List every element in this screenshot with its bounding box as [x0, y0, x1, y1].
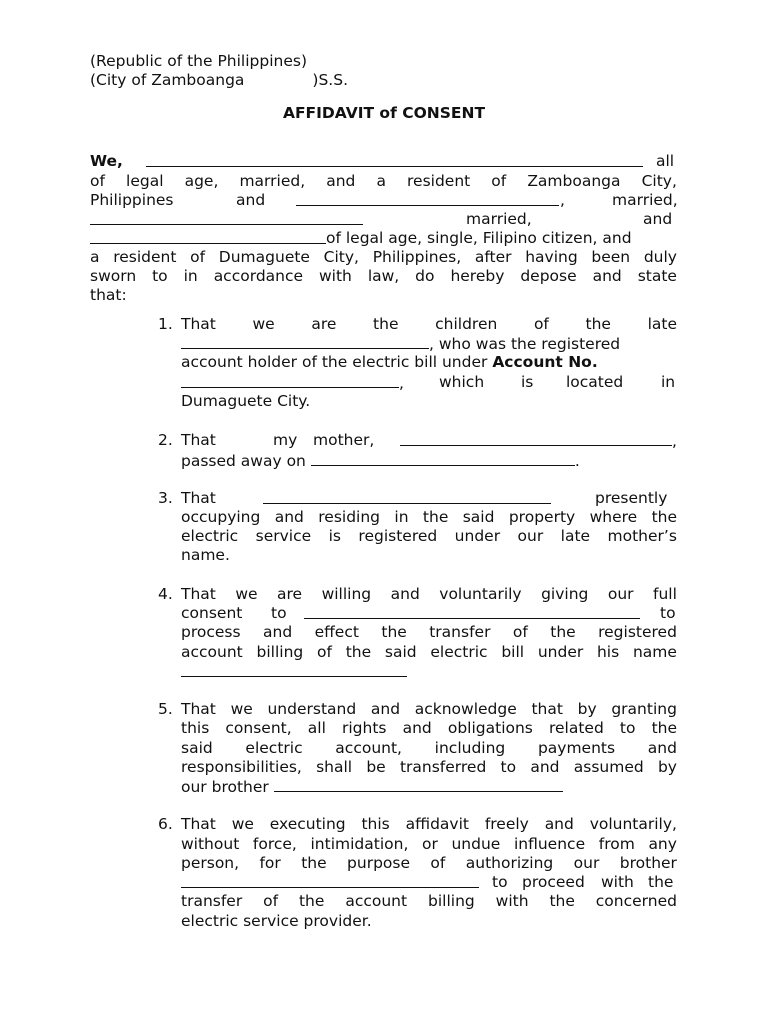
text-word: a: [376, 172, 386, 190]
blank-line[interactable]: [400, 431, 672, 446]
blank-affiant-1[interactable]: [146, 152, 643, 171]
text-word: after: [474, 248, 512, 266]
text-word: the: [381, 623, 407, 641]
text-word: a: [90, 248, 100, 266]
item-number-4: 4.: [158, 585, 173, 603]
text-word: payments: [537, 739, 616, 757]
text-word: hereby: [450, 267, 505, 285]
item-4-to-1: to: [271, 604, 287, 622]
intro-comma: ,: [560, 191, 565, 209]
text-word: of: [491, 172, 507, 190]
text-word: property: [508, 508, 576, 526]
text-word: That: [181, 315, 216, 333]
text-word: electric: [430, 643, 488, 661]
blank-mother-name[interactable]: [400, 431, 677, 450]
item-number-5: 5.: [158, 700, 173, 718]
text-word: registered: [598, 623, 677, 641]
text-word: ,: [399, 374, 404, 392]
blank-line[interactable]: [181, 873, 479, 888]
blank-line[interactable]: [296, 191, 559, 206]
text-word: we: [231, 815, 254, 833]
text-word: Account No.: [492, 353, 598, 371]
item-3-presently: presently: [595, 489, 668, 507]
item-6-line-3: [181, 854, 677, 873]
text-word: That: [181, 700, 216, 718]
text-word: the: [422, 508, 449, 526]
blank-affiant-3[interactable]: [90, 210, 363, 229]
text-word: process: [181, 623, 241, 641]
blank-line[interactable]: [181, 662, 407, 677]
item-1-line-5: Dumaguete City.: [181, 392, 311, 410]
text-word: age,: [184, 172, 219, 190]
text-word: affidavit: [405, 815, 469, 833]
text-word: said: [181, 739, 213, 757]
city-text: (City of Zamboanga: [90, 71, 245, 89]
text-word: Dumaguete: [218, 248, 310, 266]
text-word: resident: [113, 248, 177, 266]
republic-line: (Republic of the Philippines): [90, 52, 308, 70]
text-word: and: [402, 719, 432, 737]
text-word: by: [657, 758, 677, 776]
text-word: the: [585, 315, 611, 333]
item-6-proceed: proceed: [522, 873, 585, 891]
text-word: sworn: [90, 267, 137, 285]
item-6-to: to: [492, 873, 508, 891]
text-word: bill: [501, 643, 525, 661]
item-5-line-4: [181, 758, 677, 777]
text-word: to: [152, 267, 168, 285]
intro-all: all: [656, 152, 675, 170]
text-word: brother: [619, 854, 677, 872]
intro-married-2: married,: [466, 210, 532, 228]
item-2-mother: mother,: [313, 431, 375, 449]
text-word: freely: [484, 815, 529, 833]
text-word: Philippines,: [372, 248, 462, 266]
text-word: we: [235, 585, 258, 603]
item-5-line-1: [181, 700, 677, 719]
text-word: force,: [252, 835, 297, 853]
text-word: account: [345, 892, 408, 910]
text-word: having: [525, 248, 578, 266]
text-word: City,: [323, 248, 359, 266]
text-word: late: [560, 527, 591, 545]
item-1-which: which: [439, 373, 485, 391]
text-word: the: [651, 508, 677, 526]
text-word: electric: [245, 739, 303, 757]
text-word: our: [573, 854, 600, 872]
blank-line[interactable]: [90, 229, 326, 244]
intro-and-2: and: [643, 210, 673, 228]
blank-transferee[interactable]: [304, 604, 640, 623]
text-word: That: [181, 815, 216, 833]
text-word: account,: [335, 739, 402, 757]
blank-line[interactable]: [90, 210, 363, 225]
item-1-line-4a: [181, 373, 404, 392]
text-word: and: [544, 815, 574, 833]
text-word: and: [326, 172, 356, 190]
text-word: late: [647, 315, 677, 333]
item-5-line-5: [181, 777, 563, 796]
blank-new-holder[interactable]: [181, 662, 407, 681]
text-word: person,: [181, 854, 240, 872]
text-word: our: [517, 527, 544, 545]
item-number-3: 3.: [158, 489, 173, 507]
text-word: effect: [314, 623, 359, 641]
text-word: transfer: [429, 623, 491, 641]
text-word: legal: [126, 172, 164, 190]
text-word: and: [592, 267, 622, 285]
text-word: to: [619, 719, 636, 737]
text-word: consent,: [225, 719, 292, 737]
text-word: and: [274, 508, 304, 526]
text-word: with: [495, 892, 529, 910]
text-word: said: [462, 508, 495, 526]
text-word: passed away on: [181, 452, 311, 470]
blank-account-number[interactable]: [181, 373, 399, 388]
item-number-1: 1.: [158, 315, 173, 333]
item-3-line-4: name.: [181, 546, 230, 564]
text-word: under: [454, 527, 501, 545]
item-3-line-2: [181, 508, 677, 527]
text-word: mother’s: [607, 527, 677, 545]
text-word: full: [653, 585, 677, 603]
text-word: intimidation,: [310, 835, 409, 853]
item-1-in: in: [661, 373, 676, 391]
text-word: purpose: [347, 854, 410, 872]
blank-date-of-death[interactable]: [311, 451, 575, 466]
intro-we-bold: We,: [90, 152, 123, 170]
intro-line-5: of legal age, single, Filipino citizen, and: [326, 229, 632, 247]
text-word: his: [596, 643, 620, 661]
text-word: voluntarily: [439, 585, 522, 603]
blank-occupant[interactable]: [263, 489, 551, 508]
text-word: of: [190, 248, 206, 266]
text-word: including: [434, 739, 506, 757]
text-word: accordance: [213, 267, 304, 285]
text-word: occupying: [181, 508, 261, 526]
text-word: married,: [239, 172, 306, 190]
text-word: we: [252, 315, 275, 333]
text-word: authorizing: [465, 854, 554, 872]
text-word: the: [298, 892, 325, 910]
city-line: [90, 71, 348, 90]
text-word: executing: [269, 815, 346, 833]
blank-affiant-4[interactable]: [90, 229, 326, 248]
text-word: we: [230, 700, 253, 718]
blank-brother-name-1[interactable]: [274, 777, 563, 792]
text-word: transferred: [399, 758, 487, 776]
item-4-line-4: [181, 643, 677, 662]
item-3-line-3: [181, 527, 677, 546]
text-word: ,: [672, 432, 677, 450]
text-word: billing: [256, 643, 304, 661]
text-word: service: [255, 527, 312, 545]
intro-line-2: [90, 172, 677, 191]
text-word: the: [373, 315, 399, 333]
text-word: understand: [267, 700, 357, 718]
item-6-line-5: [181, 892, 677, 911]
text-word: concerned: [595, 892, 677, 910]
text-word: resident: [407, 172, 471, 190]
text-word: state: [637, 267, 677, 285]
text-word: that: [531, 700, 563, 718]
text-word: and: [390, 585, 420, 603]
text-word: shall: [316, 758, 353, 776]
text-word: to: [500, 758, 517, 776]
item-5-line-3: [181, 739, 677, 758]
item-4-consent: consent: [181, 604, 243, 622]
text-word: of: [430, 854, 446, 872]
text-word: the: [301, 854, 327, 872]
text-word: influence: [513, 835, 586, 853]
text-word: our brother: [181, 778, 274, 796]
item-1-line-3: [181, 353, 598, 372]
text-word: and: [370, 700, 401, 718]
text-word: with: [318, 267, 352, 285]
text-word: without: [181, 835, 240, 853]
text-word: from: [598, 835, 635, 853]
item-6-line-1: [181, 815, 677, 834]
blank-brother-name-2[interactable]: [181, 873, 479, 892]
text-word: acknowledge: [414, 700, 517, 718]
text-word: said: [384, 643, 417, 661]
text-word: been: [591, 248, 631, 266]
intro-philippines: Philippines: [90, 191, 174, 209]
text-word: Zamboanga: [527, 172, 621, 190]
blank-line[interactable]: [146, 152, 643, 167]
text-word: or: [422, 835, 438, 853]
text-word: obligations: [447, 719, 533, 737]
text-word: duly: [643, 248, 677, 266]
item-1-line-1: [181, 315, 677, 334]
item-2-line-2: [181, 451, 580, 470]
intro-line-6: [90, 248, 677, 267]
item-6-line-2: [181, 835, 677, 854]
text-word: our: [607, 585, 634, 603]
text-word: voluntarily,: [589, 815, 677, 833]
text-word: the: [550, 623, 576, 641]
text-word: in: [183, 267, 198, 285]
text-word: City,: [641, 172, 677, 190]
text-word: where: [589, 508, 638, 526]
text-word: this: [361, 815, 390, 833]
intro-line-7: [90, 267, 677, 286]
text-word: the: [345, 643, 372, 661]
item-number-2: 2.: [158, 431, 173, 449]
text-word: giving: [541, 585, 589, 603]
text-word: responsibilities,: [181, 758, 302, 776]
item-number-6: 6.: [158, 815, 173, 833]
text-word: rights: [341, 719, 387, 737]
item-2-that: That: [181, 431, 216, 449]
item-4-to-2: to: [660, 604, 676, 622]
item-6-the: the: [648, 873, 674, 891]
intro-line-8: that:: [90, 286, 127, 304]
blank-affiant-2[interactable]: [296, 191, 559, 210]
text-word: are: [277, 585, 303, 603]
text-word: is: [328, 527, 341, 545]
text-word: are: [311, 315, 337, 333]
text-word: under: [537, 643, 584, 661]
text-word: transfer: [181, 892, 243, 910]
text-word: electric: [181, 527, 239, 545]
text-word: by: [577, 700, 597, 718]
text-word: related: [548, 719, 604, 737]
text-word: the: [549, 892, 575, 910]
text-word: children: [435, 315, 498, 333]
text-word: and: [530, 758, 560, 776]
text-word: billing: [428, 892, 475, 910]
text-word: depose: [520, 267, 577, 285]
text-word: account: [181, 643, 243, 661]
text-word: That: [181, 585, 216, 603]
text-word: this: [181, 719, 210, 737]
document-title: AFFIDAVIT of CONSENT: [282, 104, 486, 122]
item-4-line-3: [181, 623, 677, 642]
text-word: name: [632, 643, 677, 661]
item-1-located: located: [566, 373, 624, 391]
item-3-that: That: [181, 489, 216, 507]
text-word: do: [415, 267, 435, 285]
blank-line[interactable]: [304, 604, 640, 619]
ss-text: )S.S.: [312, 71, 349, 89]
text-word: any: [648, 835, 677, 853]
text-word: of: [317, 643, 332, 661]
blank-line[interactable]: [263, 489, 551, 504]
intro-married-1: married,: [612, 191, 678, 209]
text-word: for: [259, 854, 281, 872]
item-6-with: with: [601, 873, 634, 891]
text-word: willing: [321, 585, 372, 603]
text-word: of: [512, 623, 528, 641]
intro-and: and: [236, 191, 266, 209]
text-word: account holder of the electric bill under: [181, 353, 493, 371]
blank-late-parent[interactable]: [181, 334, 429, 349]
item-4-line-1: [181, 585, 677, 604]
text-word: and: [263, 623, 293, 641]
text-word: the: [651, 719, 677, 737]
text-word: be: [366, 758, 386, 776]
item-1-line-2: [181, 334, 620, 353]
text-word: , who was the registered: [429, 335, 621, 353]
text-word: .: [574, 452, 580, 470]
text-word: of: [533, 315, 549, 333]
text-word: undue: [451, 835, 501, 853]
text-word: and: [647, 739, 677, 757]
text-word: granting: [611, 700, 677, 718]
item-2-my: my: [273, 431, 298, 449]
text-word: all: [307, 719, 326, 737]
item-5-line-2: [181, 719, 677, 738]
text-word: residing: [318, 508, 381, 526]
text-word: of: [90, 172, 105, 190]
item-6-line-6: electric service provider.: [181, 912, 372, 930]
text-word: registered: [358, 527, 438, 545]
text-word: of: [263, 892, 279, 910]
text-word: assumed: [573, 758, 644, 776]
item-1-is: is: [521, 373, 534, 391]
text-word: law,: [367, 267, 400, 285]
text-word: in: [394, 508, 409, 526]
